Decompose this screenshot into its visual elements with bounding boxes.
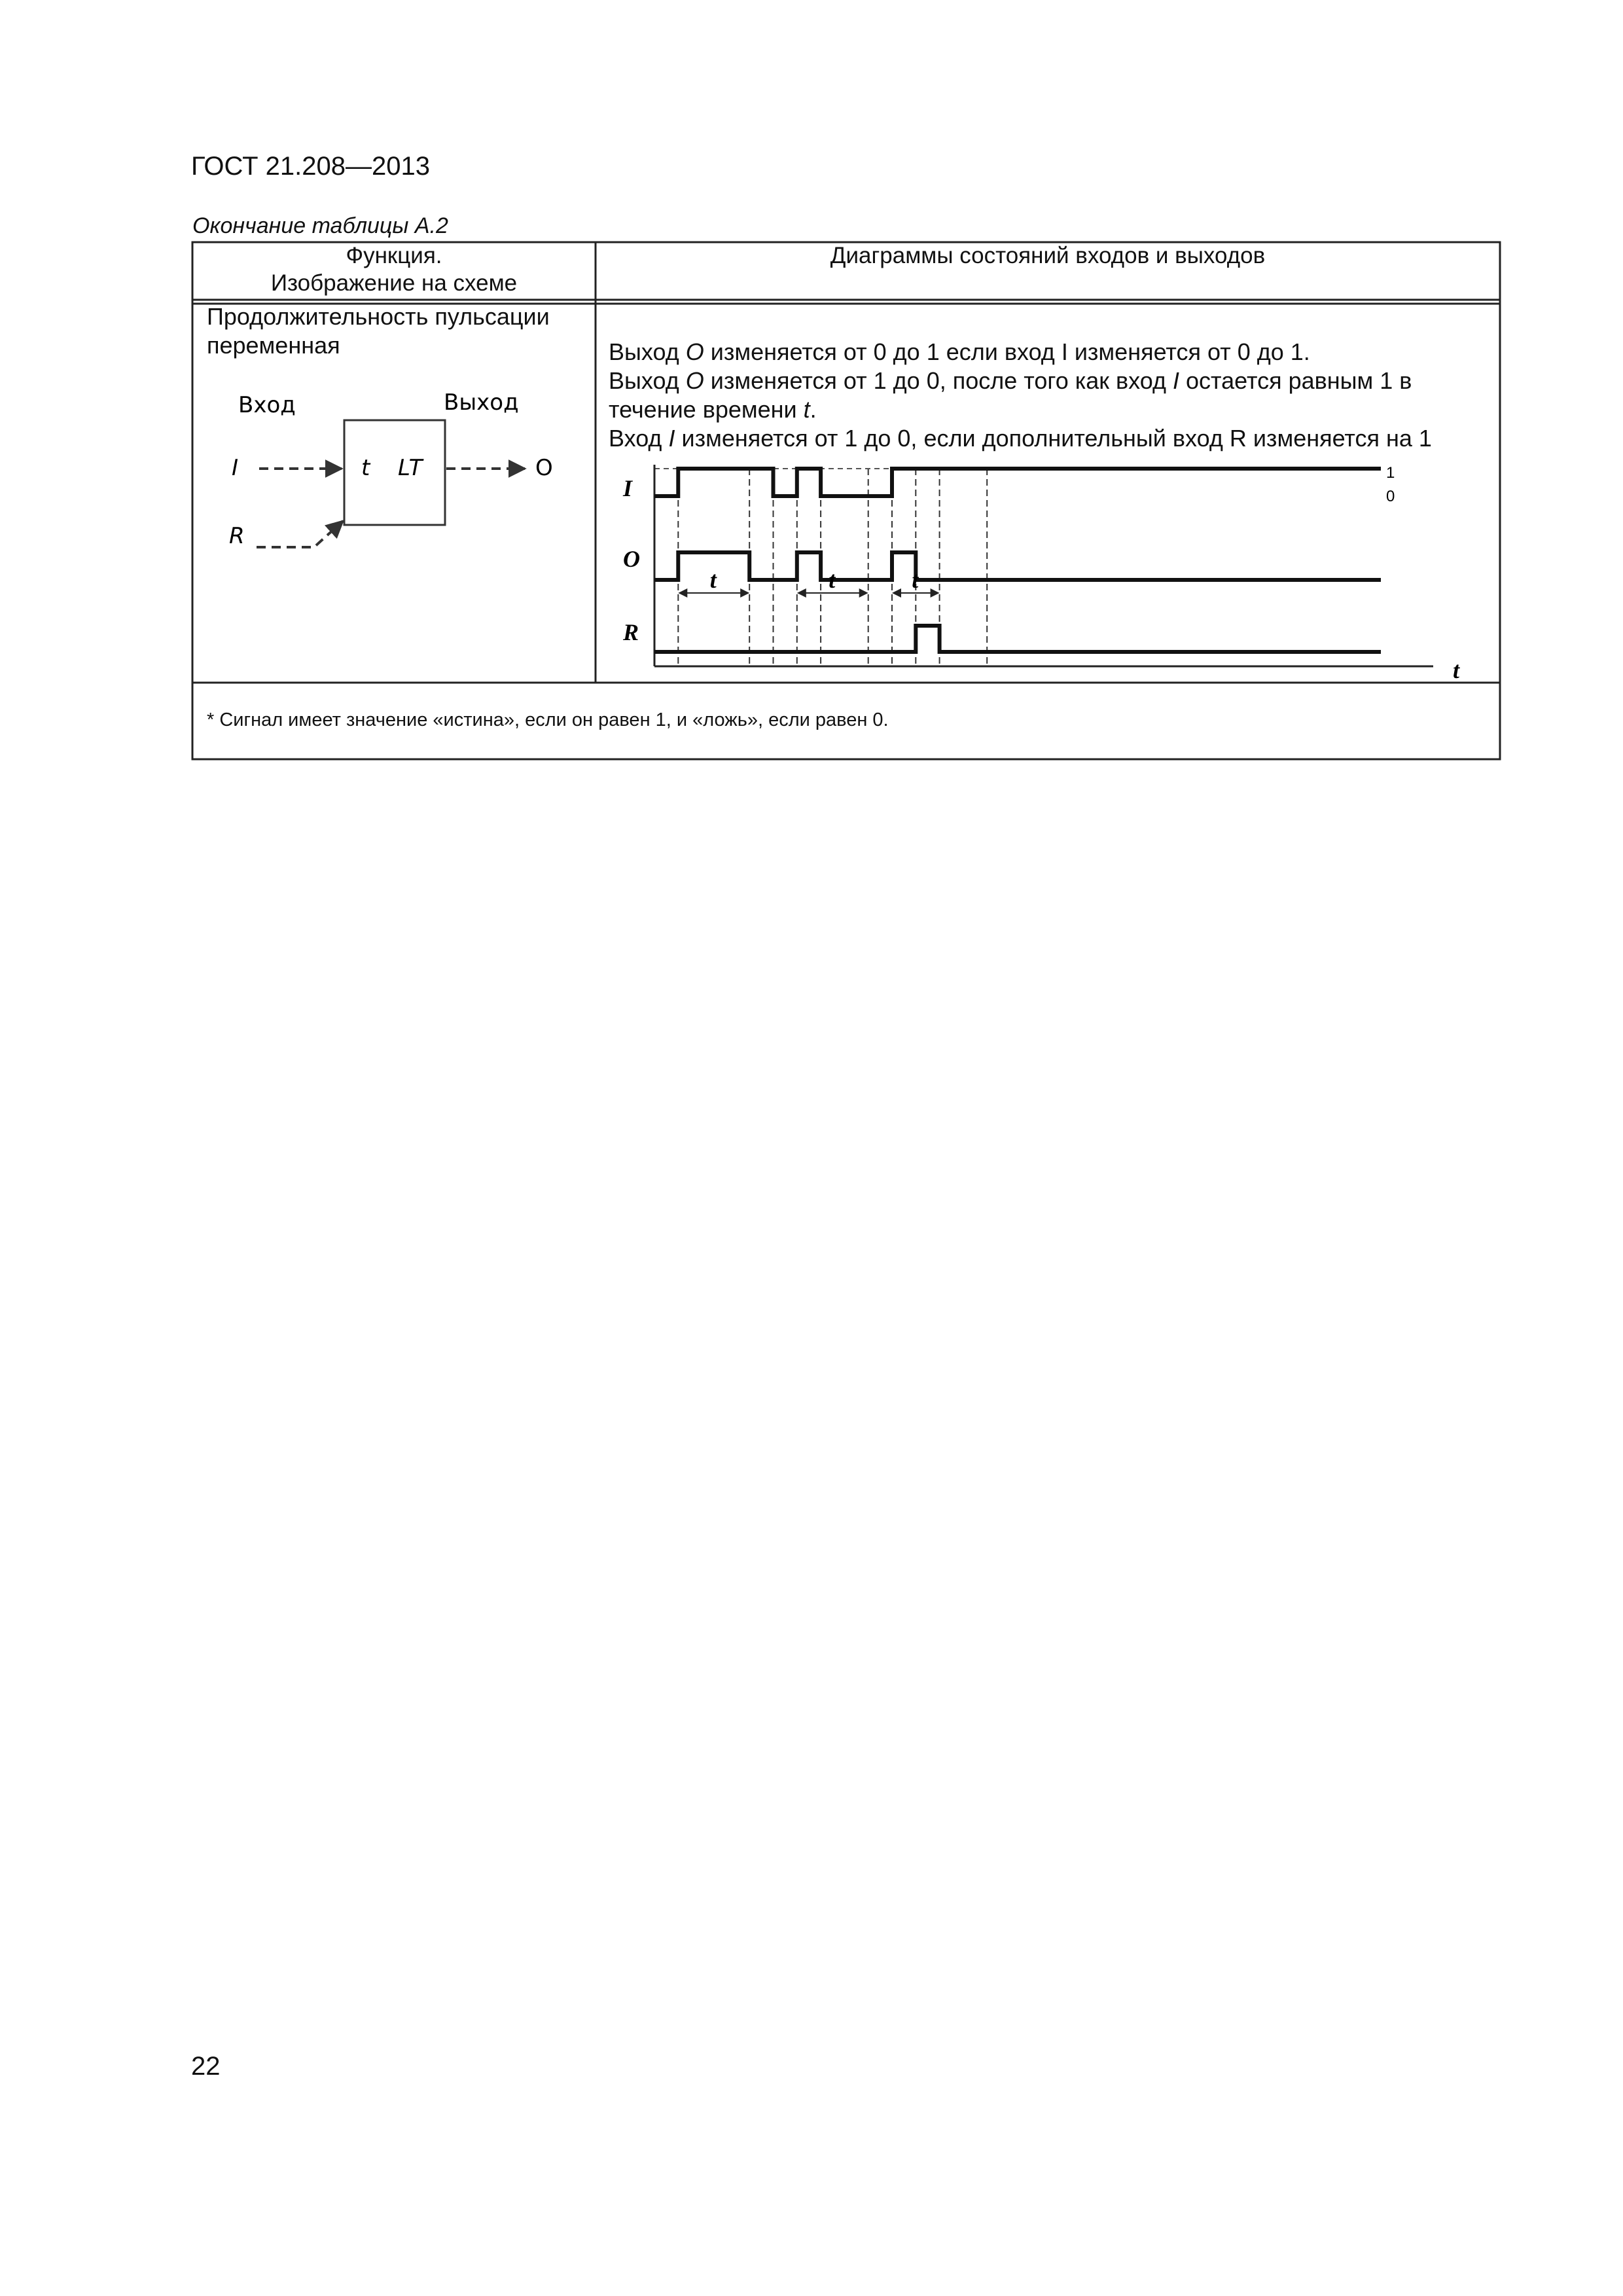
function-name-line1: Продолжительность пульсации [207,303,550,330]
block-symbol-diagram [216,386,582,576]
header-diagrams: Диаграммы состояний входов и выходов [830,243,1266,268]
italic-term: I [1173,367,1180,394]
interval-arrowhead-right [740,588,749,598]
input-signal-label: I [232,455,239,481]
header-function [192,242,596,297]
box-label-lt: LT [398,455,423,481]
description-text: . [810,396,817,423]
timing-diagram [609,458,1500,681]
signal-label-I: I [623,475,633,501]
level-high-label: 1 [1386,464,1395,482]
interval-label: t [829,567,836,593]
header-function-line1: Функция. [346,243,442,268]
interval-arrowhead-right [859,588,868,598]
input-label: Вход [238,392,296,418]
description-text: Выход [609,338,686,365]
description-line [609,424,1432,453]
output-label: Выход [444,389,519,416]
level-low-label: 0 [1386,488,1395,505]
reset-signal-label: R [229,523,245,549]
italic-term: I [668,425,675,452]
description-line [609,338,1432,367]
interval-label: t [709,567,717,593]
signal-label-O: O [623,546,640,572]
function-box [344,420,445,525]
italic-term: O [685,367,704,394]
italic-term: t [803,396,810,423]
description-text: изменяется от 1 до 0, после того как вход [704,367,1173,394]
italic-term: O [685,338,704,365]
interval-arrowhead-left [678,588,687,598]
output-signal-label: O [535,455,553,481]
signal-waveform-O [654,552,1381,580]
function-name-line2: переменная [207,332,340,359]
description-text: изменяется от 1 до 0, если дополнительный вход R изменяется на 1 [675,425,1432,452]
page-number: 22 [191,2052,221,2081]
time-axis-label: t [1453,657,1460,681]
interval-arrowhead-left [892,588,901,598]
reset-arrow [257,521,343,547]
description-text: остается равным 1 в [1179,367,1412,394]
header-function-line2: Изображение на схеме [270,270,518,296]
description-line [609,367,1432,395]
interval-arrowhead-left [797,588,806,598]
signal-label-R: R [623,619,639,645]
table-footnote: * Сигнал имеет значение «истина», если он равен 1, и «ложь», если равен 0. [207,709,889,730]
function-name [207,302,550,360]
description-text: изменяется от 0 до 1 если вход I изменяется от 0 до 1. [704,338,1310,365]
function-description [609,338,1432,453]
document-id: ГОСТ 21.208—2013 [191,152,430,181]
box-label-t: t [361,455,370,481]
signal-waveform-I [654,469,1381,496]
signal-waveform-R [654,626,1381,652]
interval-label: t [912,567,919,593]
description-text: Выход [609,367,686,394]
interval-arrowhead-right [931,588,940,598]
table-caption: Окончание таблицы А.2 [192,213,448,238]
description-text: течение времени [609,396,804,423]
description-line [609,395,1432,424]
description-text: Вход [609,425,669,452]
